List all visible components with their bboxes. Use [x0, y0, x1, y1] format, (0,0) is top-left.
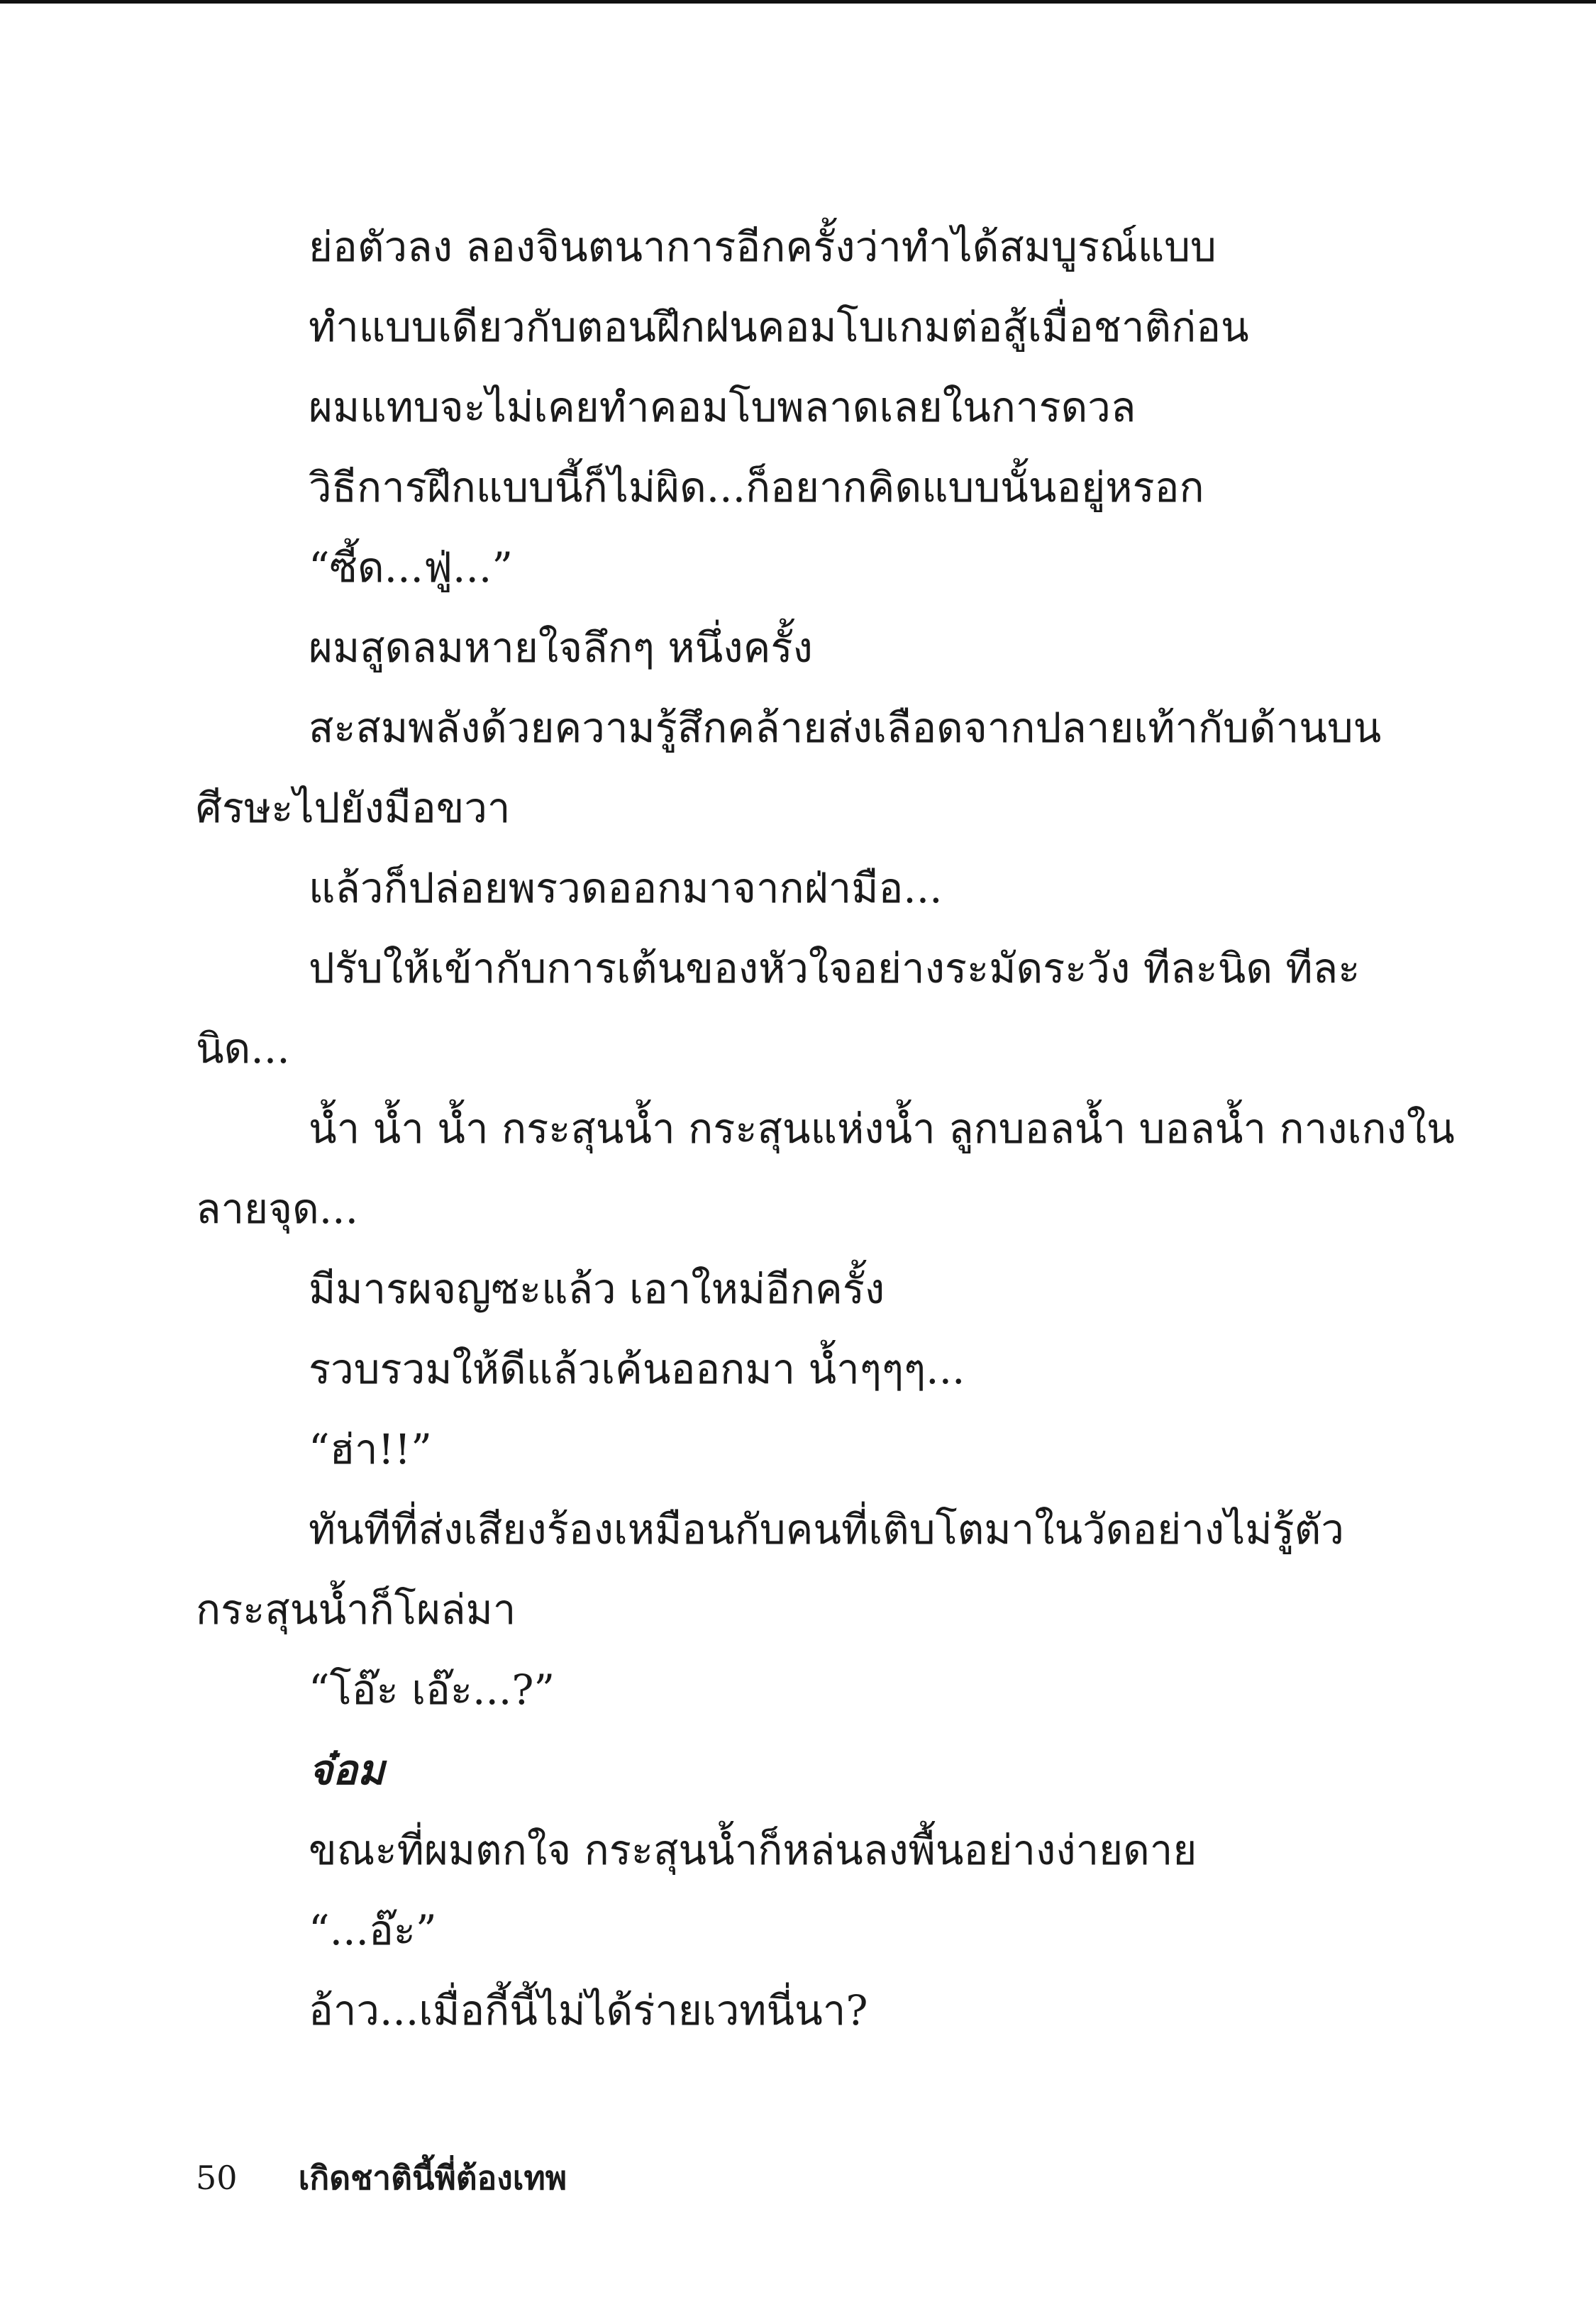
- dialogue-line: “โอ๊ะ เอ๊ะ...?”: [309, 1666, 555, 1714]
- paragraph-line: น้ำ น้ำ น้ำ กระสุนน้ำ กระสุนแห่งน้ำ ลูกบอลน้ำ บอลน้ำ กางเกงใน: [309, 1105, 1455, 1153]
- top-border-line: [0, 0, 1596, 4]
- paragraph-line: อ้าว...เมื่อกี้นี้ไม่ได้ร่ายเวทนี่นา?: [309, 1986, 868, 2035]
- sound-effect-line: จ๋อม: [309, 1746, 385, 1794]
- paragraph-line: ปรับให้เข้ากับการเต้นของหัวใจอย่างระมัดระวัง ทีละนิด ทีละ: [309, 944, 1361, 992]
- page-number: 50: [196, 2159, 238, 2197]
- dialogue-line: “ซี้ด...ฟู่...”: [309, 543, 514, 592]
- paragraph-line: ขณะที่ผมตกใจ กระสุนน้ำก็หล่นลงพื้นอย่างง่ายดาย: [309, 1826, 1197, 1874]
- paragraph-line: วิธีการฝึกแบบนี้ก็ไม่ผิด...ก็อยากคิดแบบนั้นอยู่หรอก: [309, 463, 1204, 511]
- paragraph-line: นิด...: [196, 1024, 290, 1073]
- paragraph-line: ลายจุด...: [196, 1185, 359, 1233]
- paragraph-line: กระสุนน้ำก็โผล่มา: [196, 1585, 516, 1634]
- dialogue-line: “ฮ่า!!”: [309, 1425, 432, 1473]
- paragraph-line: ย่อตัวลง ลองจินตนาการอีกครั้งว่าทำได้สมบูรณ์แบบ: [309, 223, 1217, 271]
- paragraph-line: สะสมพลังด้วยความรู้สึกคล้ายส่งเลือดจากปลายเท้ากับด้านบน: [309, 704, 1382, 752]
- paragraph-line: ผมสูดลมหายใจลึกๆ หนึ่งครั้ง: [309, 624, 813, 672]
- page-footer: [196, 2157, 567, 2199]
- paragraph-line: มีมารผจญซะแล้ว เอาใหม่อีกครั้ง: [309, 1265, 885, 1313]
- dialogue-line: “...อ๊ะ”: [309, 1906, 437, 1954]
- paragraph-line: ทันทีที่ส่งเสียงร้องเหมือนกับคนที่เติบโตมาในวัดอย่างไม่รู้ตัว: [309, 1505, 1344, 1554]
- paragraph-line: แล้วก็ปล่อยพรวดออกมาจากฝ่ามือ...: [309, 864, 943, 912]
- paragraph-line: ผมแทบจะไม่เคยทำคอมโบพลาดเลยในการดวล: [309, 383, 1136, 431]
- paragraph-line: รวบรวมให้ดีแล้วเค้นออกมา น้ำๆๆๆ...: [309, 1345, 965, 1393]
- paragraph-line: ทำแบบเดียวกับตอนฝึกฝนคอมโบเกมต่อสู้เมื่อชาติก่อน: [309, 303, 1249, 351]
- paragraph-line: ศีรษะไปยังมือขวา: [196, 784, 511, 832]
- book-title: เกิดชาตินี้พี่ต้องเทพ: [298, 2159, 567, 2197]
